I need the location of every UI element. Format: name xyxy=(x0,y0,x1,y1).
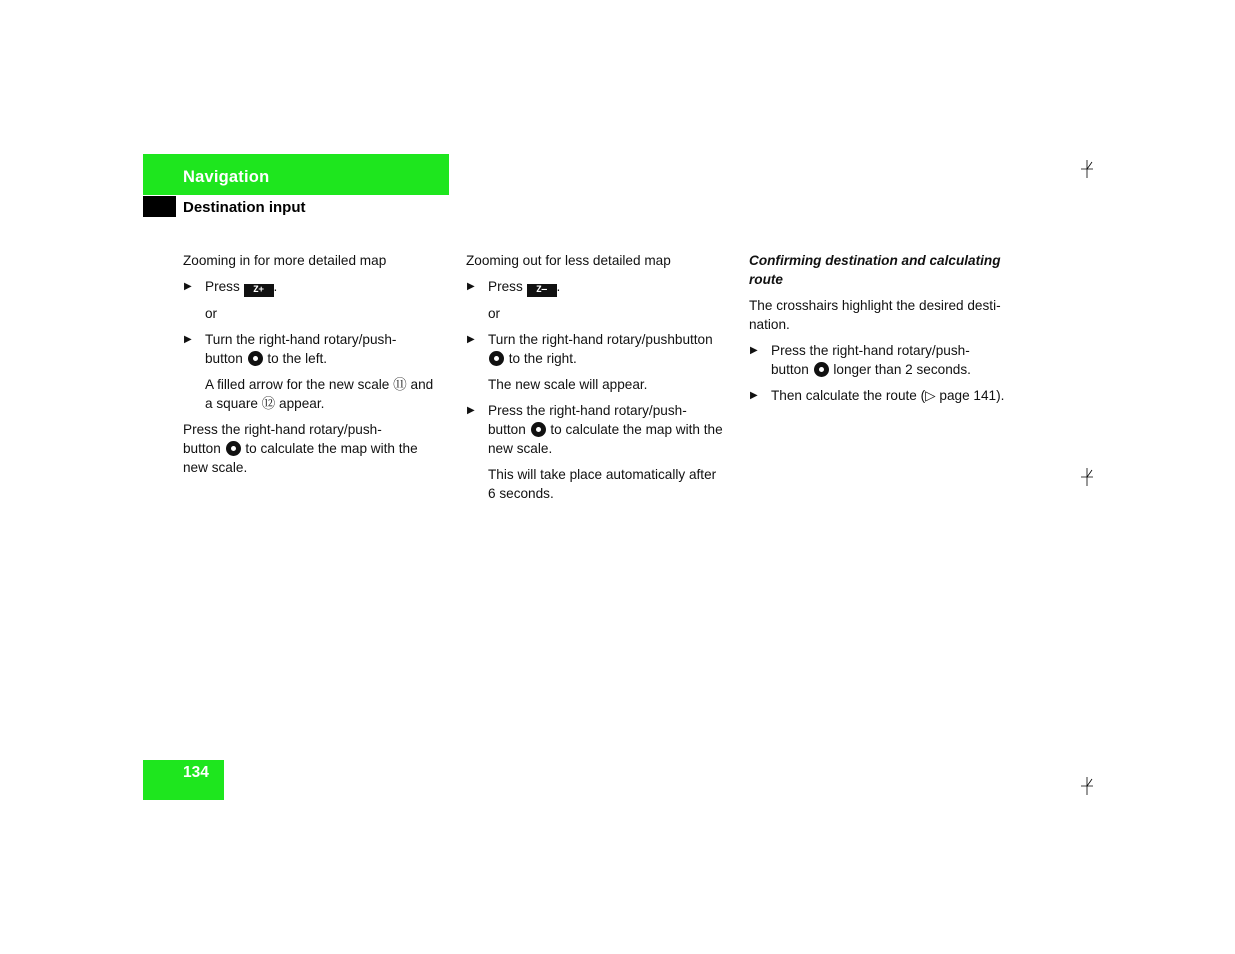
column-zoom-in xyxy=(183,252,453,478)
zoom-in-key-icon: Z+ xyxy=(244,284,274,297)
triangle-right-icon: ▶ xyxy=(184,281,192,293)
section-title: Navigation xyxy=(183,168,270,186)
rotary-pushbutton-icon xyxy=(248,351,263,366)
bullet-step: ▶ Press the right-hand rotary/push- button longer than 2 seconds. xyxy=(750,343,971,377)
or-text: or xyxy=(205,305,218,321)
column-heading: Zooming out for less detailed map xyxy=(466,253,671,268)
bullet-step: ▶ Press Z+ . xyxy=(184,279,278,296)
triangle-right-icon: ▶ xyxy=(750,345,758,357)
zoom-out-key-icon: Z– xyxy=(527,284,557,297)
column-zoom-out xyxy=(466,252,738,504)
crop-mark-icon xyxy=(1080,468,1094,486)
body-paragraph: Press the right-hand rotary/push- button to calculate the map with the new scale. xyxy=(183,422,418,475)
bullet-step: ▶ Turn the right-hand rotary/pushbutton to the right. xyxy=(467,332,713,366)
note-text: The new scale will appear. xyxy=(488,377,648,393)
bullet-step: ▶ Press the right-hand rotary/push- button to calculate the map with the new scale. xyxy=(467,403,723,457)
rotary-pushbutton-icon xyxy=(531,422,546,437)
rotary-pushbutton-icon xyxy=(226,441,241,456)
triangle-right-icon: ▶ xyxy=(184,334,192,346)
or-text: or xyxy=(488,305,501,321)
body-paragraph: The crosshairs highlight the desired desti- nation. xyxy=(749,298,1001,332)
note-text: A filled arrow for the new scale ⑪ and a square ⑫ appear. xyxy=(205,377,434,411)
column-heading: Confirming destination and calculating route xyxy=(749,253,1001,287)
triangle-right-icon: ▶ xyxy=(750,390,758,402)
crop-mark-icon xyxy=(1080,160,1094,178)
rotary-pushbutton-icon xyxy=(489,351,504,366)
rotary-pushbutton-icon xyxy=(814,362,829,377)
bullet-step: ▶ Press Z– . xyxy=(467,279,561,296)
triangle-right-icon: ▶ xyxy=(467,334,475,346)
triangle-right-icon: ▶ xyxy=(467,281,475,293)
column-confirm-destination xyxy=(749,252,1024,406)
bullet-step: ▶ Then calculate the route (▷ page 141). xyxy=(749,387,1024,406)
crop-mark-icon xyxy=(1080,777,1094,795)
page-number: 134 xyxy=(183,764,209,781)
subsection-title: Destination input xyxy=(183,199,306,216)
bullet-step: ▶ Turn the right-hand rotary/push- button to the left. xyxy=(184,332,397,366)
note-text: This will take place automatically after 6 seconds. xyxy=(488,467,717,502)
triangle-right-icon: ▶ xyxy=(467,405,475,417)
column-heading: Zooming in for more detailed map xyxy=(183,253,387,268)
subsection-marker xyxy=(143,196,176,217)
